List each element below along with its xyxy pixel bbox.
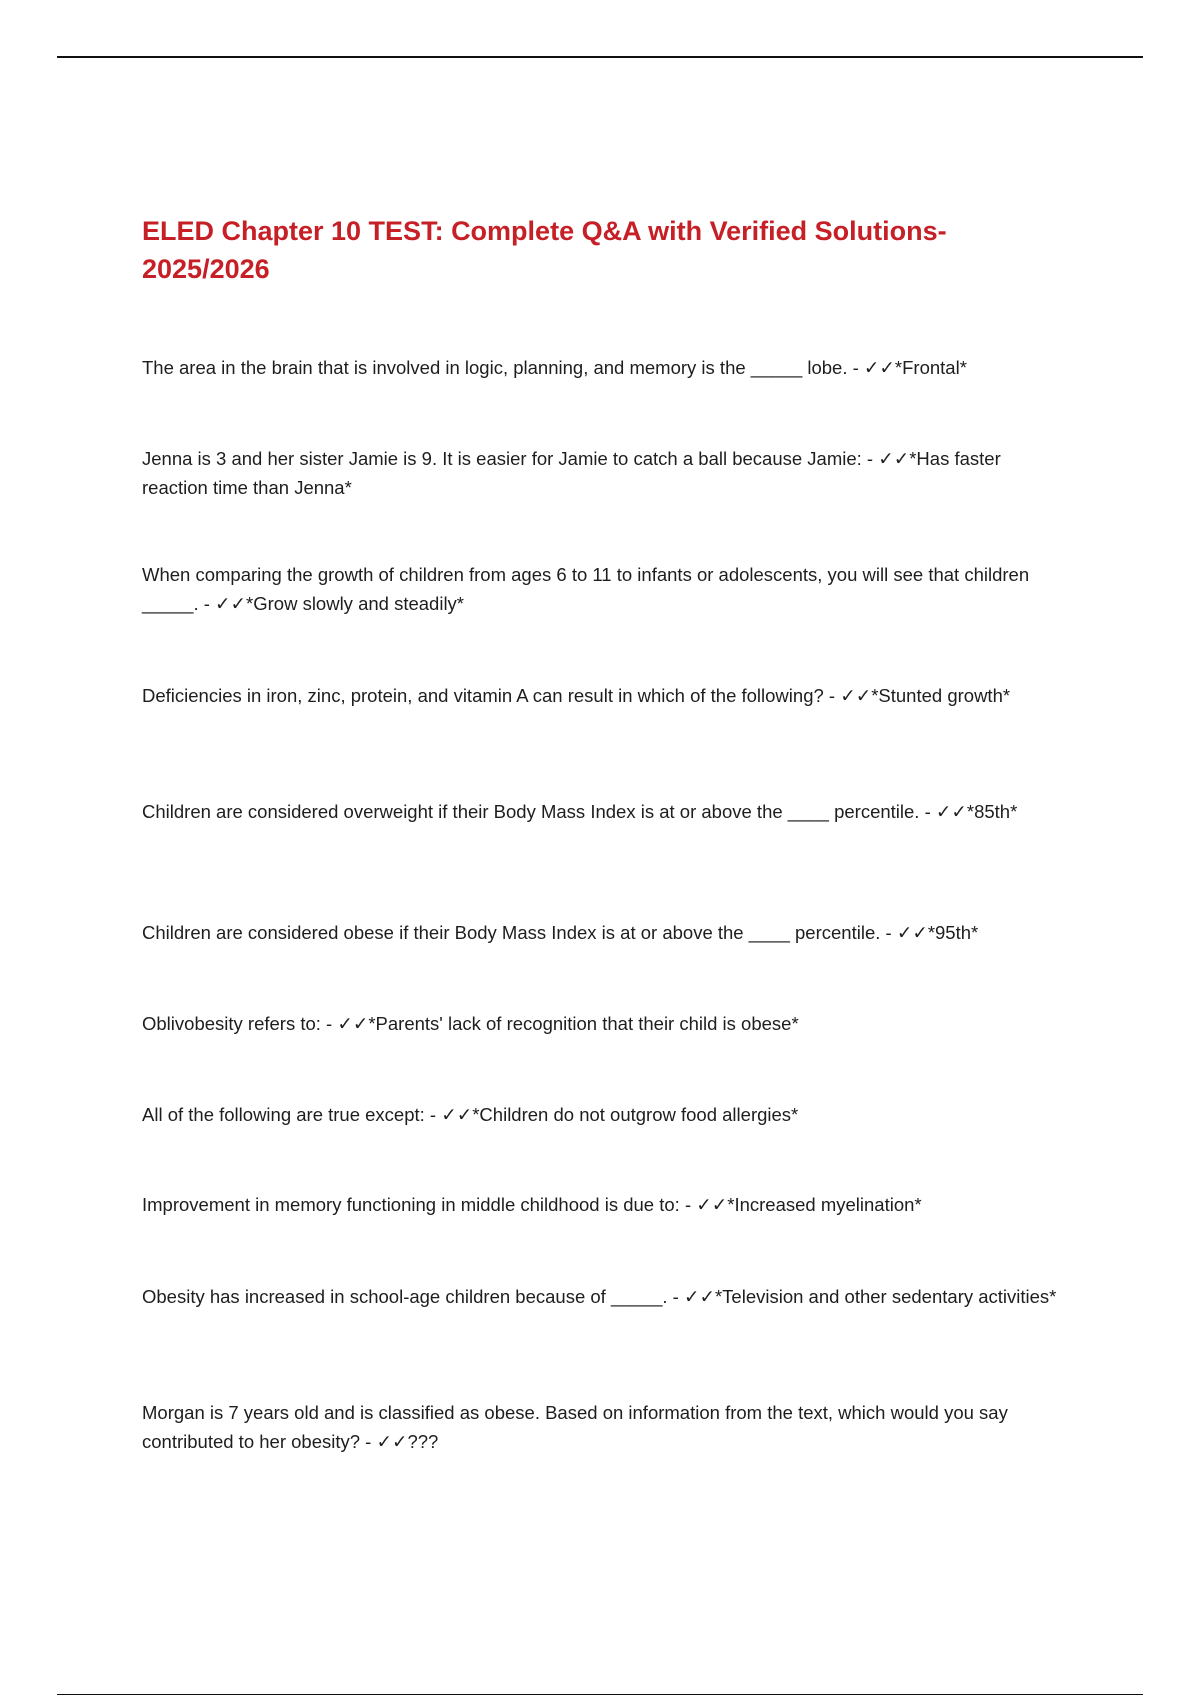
qa-item-5: Children are considered overweight if their Body Mass Index is at or above the ____ percentile. - ✓✓*85th* [142,801,1018,822]
qa-item-4: Deficiencies in iron, zinc, protein, and vitamin A can result in which of the following? - ✓✓*Stunted growth* [142,685,1011,706]
qa-item-3: When comparing the growth of children from ages 6 to 11 to infants or adolescents, you will see that children _____. - ✓✓*Grow slowly and steadily* [142,564,1030,614]
qa-item-10: Obesity has increased in school-age children because of _____. - ✓✓*Television and other sedentary activities* [142,1286,1057,1307]
qa-item-6: Children are considered obese if their Body Mass Index is at or above the ____ percentile. - ✓✓*95th* [142,922,979,943]
document-title: ELED Chapter 10 TEST: Complete Q&A with Verified Solutions- 2025/2026 [142,216,947,284]
qa-item-2: Jenna is 3 and her sister Jamie is 9. It is easier for Jamie to catch a ball because Jamie: - ✓✓*Has faster reaction time than Jenna* [142,448,1001,498]
qa-item-11: Morgan is 7 years old and is classified as obese. Based on information from the text, which would you say contributed to her obesity? - ✓✓??? [142,1402,1008,1452]
qa-item-8: All of the following are true except: - ✓✓*Children do not outgrow food allergies* [142,1104,799,1125]
qa-item-1: The area in the brain that is involved in logic, planning, and memory is the _____ lobe. - ✓✓*Frontal* [142,357,967,378]
bottom-rule [57,1694,1143,1695]
top-rule [57,56,1143,58]
qa-item-7: Oblivobesity refers to: - ✓✓*Parents' lack of recognition that their child is obese* [142,1013,799,1034]
qa-item-9: Improvement in memory functioning in middle childhood is due to: - ✓✓*Increased myelination* [142,1194,922,1215]
